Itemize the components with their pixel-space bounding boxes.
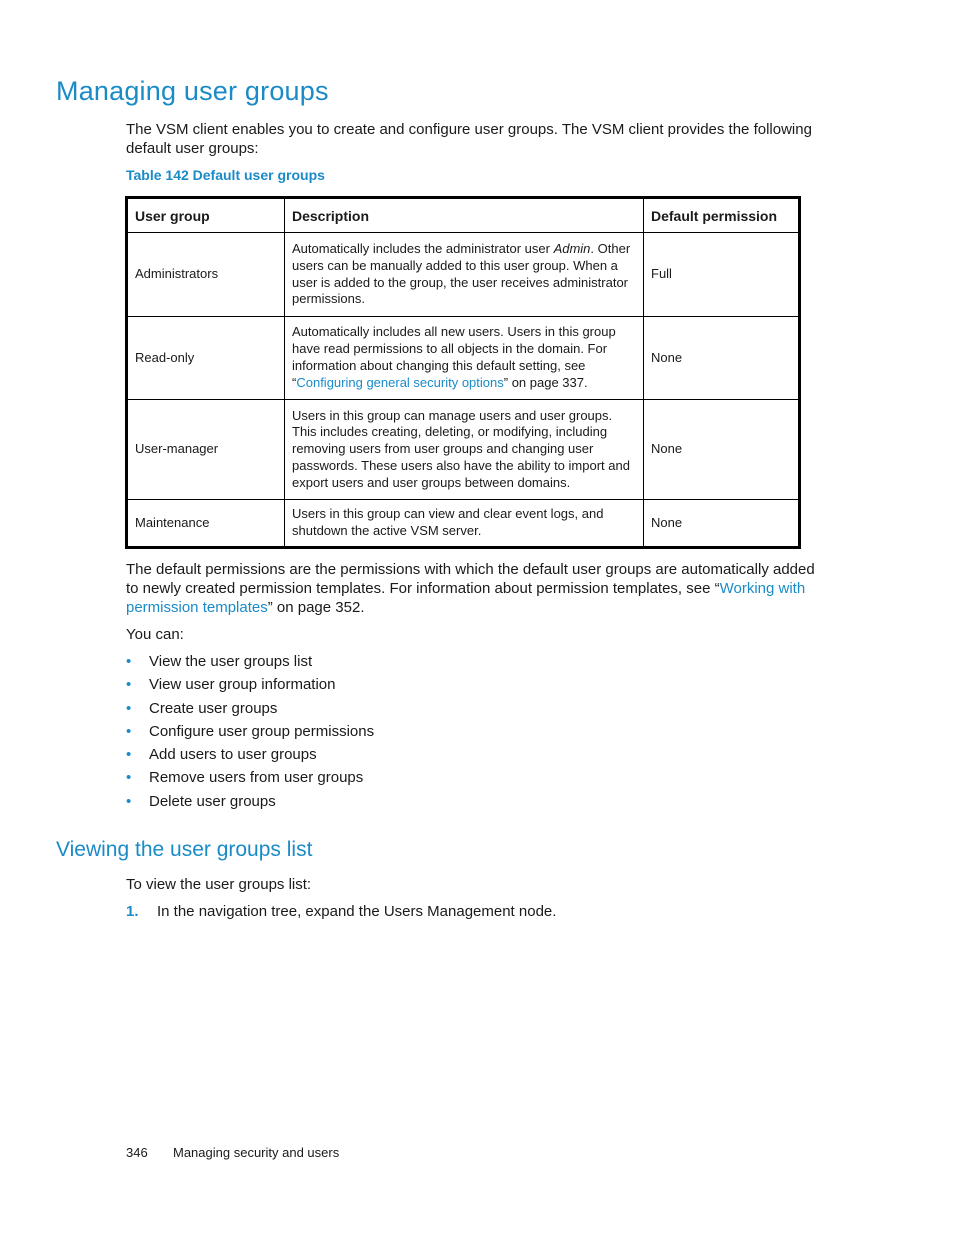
list-item [126,652,374,675]
table-row [127,400,800,500]
section-title: Viewing the user groups list [56,838,313,861]
intro-paragraph: The VSM client enables you to create and configure user groups. The VSM client provides the following default user groups: [126,121,812,157]
permissions-paragraph [126,560,816,617]
cell-description: Users in this group can view and clear event logs, and shutdown the active VSM server. [285,500,644,548]
cell-permission: None [644,317,800,400]
bullet-icon: • [126,722,132,740]
desc-text: Automatically includes all new users. Users in this group have read permissions to all objects in the domain. For information about changing this default setting, see “ [292,324,616,390]
list-item [126,722,374,745]
step-text: In the navigation tree, expand the Users Management node. [157,903,557,920]
bullet-icon: • [126,699,132,717]
page-number: 346 [126,1145,148,1160]
desc-text: . Other users can be manually added to this user group. When a user is added to the group, the user receives administrator permissions. [292,240,631,307]
cell-description [285,317,644,400]
cell-group: Administrators [127,233,285,317]
cell-group: User-manager [127,400,285,500]
table-row [127,317,800,400]
bullet-icon: • [126,792,132,810]
list-item [126,768,374,791]
desc-emphasis: Admin [553,240,591,256]
list-item-text: View the user groups list [149,653,313,670]
page-footer [126,1145,339,1160]
cell-permission: None [644,500,800,548]
list-item [126,699,374,722]
step-number: 1. [126,903,139,920]
table-row [127,500,800,548]
bullet-icon: • [126,676,132,694]
chapter-title: Managing security and users [173,1145,340,1160]
section-intro: To view the user groups list: [126,876,312,893]
actions-list [126,652,374,815]
table-header-row [127,198,800,233]
list-item [126,745,374,768]
list-item [126,792,374,815]
list-item-text: Configure user group permissions [149,722,375,740]
cell-group: Read-only [127,317,285,400]
cell-description [285,233,644,317]
para-text: The default permissions are the permissions with which the default user groups are automatically added to newly created permission templates. For information about permission templates, see “ [126,561,815,597]
list-item-text: Add users to user groups [149,746,317,764]
cell-permission: None [644,400,800,500]
list-item [126,675,374,698]
configuring-security-options-link[interactable]: Configuring general security options [296,374,504,390]
page-title: Managing user groups [56,76,329,106]
desc-text: Automatically includes the administrator user [292,240,554,256]
list-item-text: Delete user groups [149,792,276,810]
cell-group: Maintenance [127,500,285,548]
header-default-permission: Default permission [644,198,800,233]
bullet-icon: • [126,653,132,670]
header-user-group: User group [127,198,285,233]
list-item-text: View user group information [149,676,336,694]
list-item-text: Create user groups [149,699,278,717]
permission-templates-link[interactable]: Working with permission templates [126,580,806,616]
default-user-groups-table [125,196,801,549]
list-item-text: Remove users from user groups [149,769,364,787]
you-can-label: You can: [126,626,184,643]
cell-permission: Full [644,233,800,317]
cell-description: Users in this group can manage users and user groups. This includes creating, deleting, or modifying, including removing users from user groups and changing user passwords. These users also have the ability to import and export users and user groups between domains. [285,400,644,500]
step-item [126,902,556,921]
header-description: Description [285,198,644,233]
para-text: ” on page 352. [267,599,365,616]
table-row [127,233,800,317]
bullet-icon: • [126,746,132,764]
table-caption: Table 142 Default user groups [126,167,325,183]
desc-text: ” on page 337. [503,374,588,390]
bullet-icon: • [126,769,132,787]
